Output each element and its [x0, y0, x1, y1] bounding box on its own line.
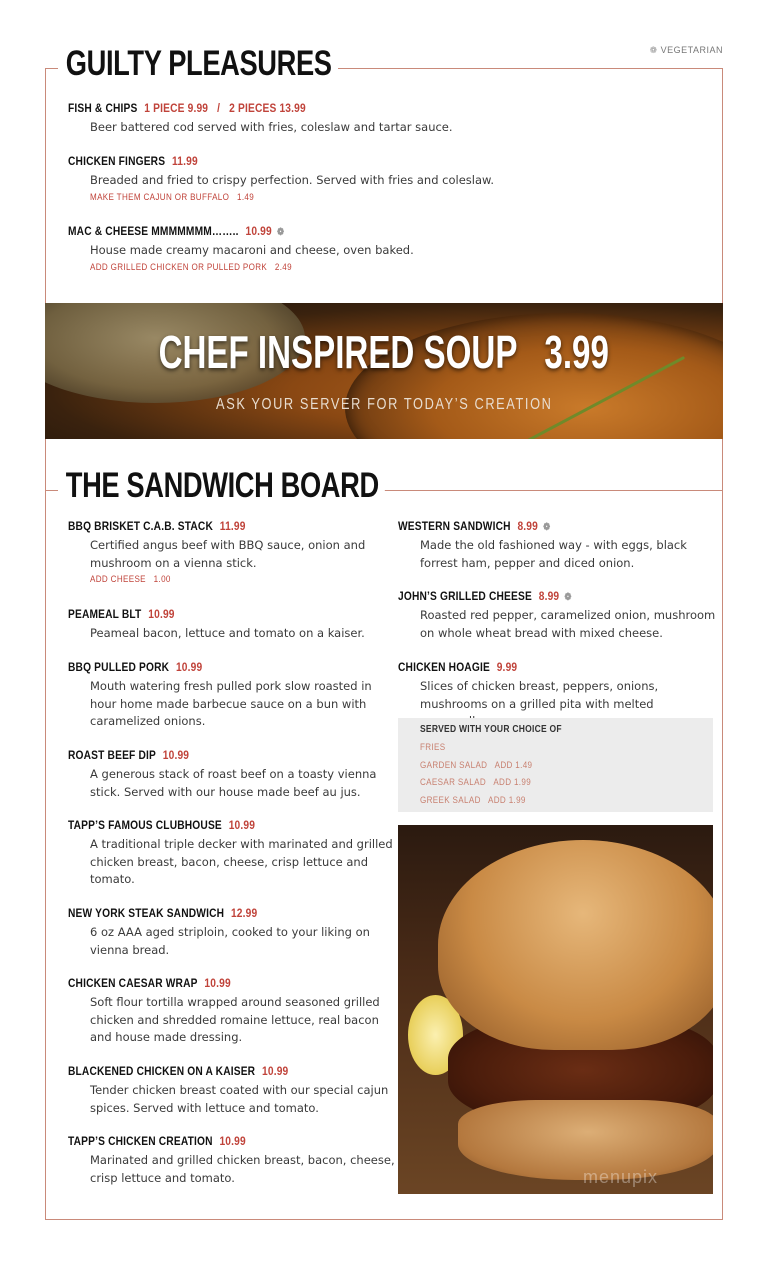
item-description: Mouth watering fresh pulled pork slow roasted in hour home made barbecue sauce on a bun with caramelized onions. [90, 679, 372, 728]
item-description: A generous stack of roast beef on a toasty vienna stick. Served with our house made beef au jus. [90, 767, 377, 799]
item-price: 10.99 [219, 1134, 246, 1148]
item-description: Made the old fashioned way - with eggs, black forrest ham, pepper and diced onion. [420, 538, 687, 570]
vegetarian-icon: ❁ [543, 522, 551, 533]
item-addon: ADD GRILLED CHICKEN OR PULLED PORK 2.49 [90, 261, 292, 273]
section-title-guilty-pleasures: GUILTY PLEASURES [58, 44, 338, 84]
item-description: Roasted red pepper, caramelized onion, mushroom on whole wheat bread with mixed cheese. [420, 608, 716, 640]
item-description: Slices of chicken breast, peppers, onions, mushrooms on a grilled pita with melted [420, 679, 659, 711]
section-title-sandwich-board: THE SANDWICH BOARD [58, 466, 385, 506]
item-price: 10.99 [175, 660, 203, 674]
menu-item [68, 607, 398, 643]
item-addon: MAKE THEM CAJUN OR BUFFALO 1.49 [90, 191, 255, 203]
item-description: 6 oz AAA aged striploin, cooked to your liking on vienna bread. [90, 925, 370, 957]
item-name: CHICKEN CAESAR WRAP [68, 976, 198, 990]
item-price: 10.99 [262, 1064, 289, 1078]
item-price: 10.99 [148, 607, 175, 621]
menu-item [398, 589, 718, 642]
item-name: FISH & CHIPS [68, 101, 138, 115]
item-name: MAC & CHEESE MMMMMMM…….. [68, 224, 239, 238]
menu-item [68, 818, 398, 889]
vegetarian-icon: ❁ [564, 592, 572, 603]
item-name: ROAST BEEF DIP [68, 748, 156, 762]
watermark: menupix [582, 1167, 658, 1187]
item-price: 8.99 [517, 519, 538, 533]
item-name: BLACKENED CHICKEN ON A KAISER [68, 1064, 256, 1078]
soup-title: CHEF INSPIRED SOUP 3.99 [158, 326, 610, 378]
item-description: Certified angus beef with BBQ sauce, onion and mushroom on a vienna stick. [90, 538, 366, 570]
item-price: 10.99 [162, 748, 190, 762]
item-price: 11.99 [171, 154, 198, 168]
menu-item [68, 1134, 398, 1187]
menu-item [68, 519, 398, 585]
menu-item [68, 976, 398, 1047]
vegetarian-icon: ❁ [276, 227, 285, 238]
menu-item [68, 748, 398, 801]
menu-item [68, 154, 688, 203]
item-description: Peameal bacon, lettuce and tomato on a kaiser. [90, 626, 365, 640]
item-price: 10.99 [245, 224, 272, 238]
item-name: CHICKEN HOAGIE [398, 660, 490, 674]
item-price: 10.99 [228, 818, 256, 832]
item-name: NEW YORK STEAK SANDWICH [68, 906, 225, 920]
item-name: TAPP’S CHICKEN CREATION [68, 1134, 213, 1148]
item-name: BBQ PULLED PORK [68, 660, 170, 674]
menu-item [68, 1064, 398, 1117]
side-option: FRIES [420, 742, 446, 753]
item-description: A traditional triple decker with marinated and grilled chicken breast, bacon, cheese, crisp lettuce and tomato. [90, 837, 393, 886]
item-description: Breaded and fried to crispy perfection. Served with fries and coleslaw. [90, 173, 495, 187]
item-description: Marinated and grilled chicken breast, bacon, cheese, crisp lettuce and tomato. [90, 1153, 395, 1185]
item-name: BBQ BRISKET C.A.B. STACK [68, 519, 214, 533]
divider [328, 490, 723, 491]
item-name: TAPP’S FAMOUS CLUBHOUSE [68, 818, 222, 832]
item-description: Tender chicken breast coated with our special cajun spices. Served with lettuce and tomato. [90, 1083, 389, 1115]
item-price: 8.99 [538, 589, 560, 603]
sides-box [398, 718, 713, 812]
item-price: 9.99 [496, 660, 518, 674]
menu-item [68, 224, 688, 273]
item-description: House made creamy macaroni and cheese, oven baked. [90, 243, 414, 257]
item-name: JOHN’S GRILLED CHEESE [398, 589, 532, 603]
side-option: GREEK SALAD ADD 1.99 [420, 794, 526, 806]
side-option: GARDEN SALAD ADD 1.49 [420, 759, 533, 771]
vegetarian-icon: ❁ [649, 45, 658, 55]
side-option: CAESAR SALAD ADD 1.99 [420, 777, 532, 788]
item-name: PEAMEAL BLT [68, 607, 142, 621]
menu-item [68, 906, 398, 959]
menu-item [398, 519, 718, 572]
bun-top-image [438, 840, 713, 1050]
vegetarian-legend: ❁ VEGETARIAN [649, 45, 723, 55]
item-name: WESTERN SANDWICH [398, 519, 511, 533]
item-addon: ADD CHEESE 1.00 [90, 574, 171, 585]
menu-item [68, 101, 688, 137]
soup-subtitle: ASK YOUR SERVER FOR TODAY’S CREATION [215, 396, 553, 413]
item-price: 12.99 [230, 906, 258, 920]
item-price: 11.99 [219, 519, 246, 533]
pulled-pork-burger-photo [398, 825, 713, 1194]
menu-item [68, 660, 398, 731]
item-name: CHICKEN FINGERS [68, 154, 166, 168]
soup-banner [45, 303, 723, 439]
item-description: Soft flour tortilla wrapped around seasoned grilled chicken and shredded romaine lettuce, real bacon and house made dressing. [90, 995, 380, 1044]
item-description: Beer battered cod served with fries, coleslaw and tartar sauce. [90, 120, 453, 134]
item-price: 1 PIECE 9.99 / 2 PIECES 13.99 [144, 101, 306, 115]
sides-heading: SERVED WITH YOUR CHOICE OF [420, 724, 562, 735]
item-price: 10.99 [204, 976, 231, 990]
